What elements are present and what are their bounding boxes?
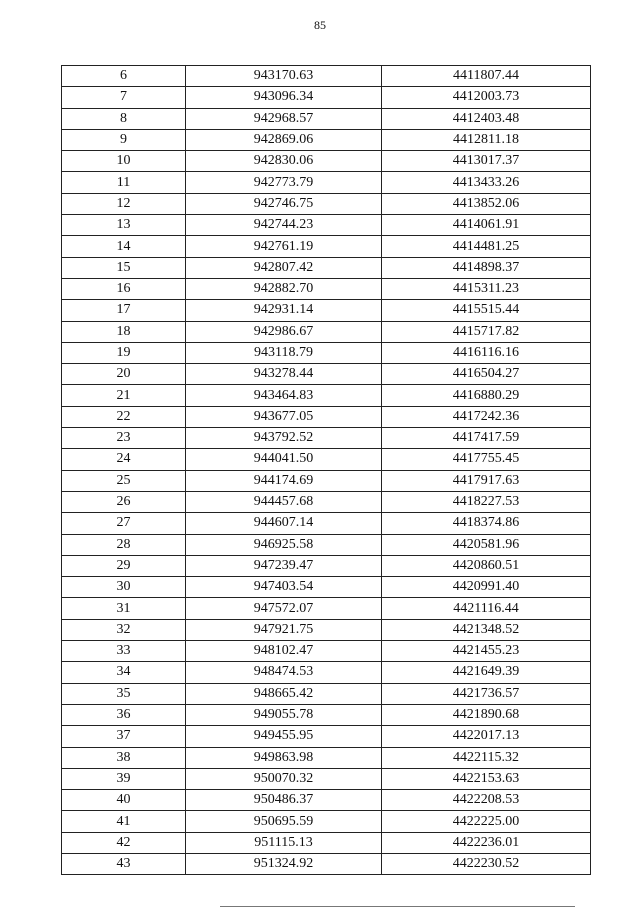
y-coordinate-cell: 4422230.52 — [382, 853, 591, 874]
point-number-cell: 7 — [62, 87, 186, 108]
x-coordinate-cell: 942807.42 — [186, 257, 382, 278]
y-coordinate-cell: 4417417.59 — [382, 428, 591, 449]
x-coordinate-cell: 949455.95 — [186, 726, 382, 747]
y-coordinate-cell: 4422017.13 — [382, 726, 591, 747]
x-coordinate-cell: 943170.63 — [186, 66, 382, 87]
x-coordinate-cell: 948102.47 — [186, 641, 382, 662]
point-number-cell: 24 — [62, 449, 186, 470]
table-row — [62, 342, 591, 363]
x-coordinate-cell: 942882.70 — [186, 278, 382, 299]
point-number-cell: 14 — [62, 236, 186, 257]
y-coordinate-cell: 4414898.37 — [382, 257, 591, 278]
point-number-cell: 32 — [62, 619, 186, 640]
point-number-cell: 31 — [62, 598, 186, 619]
table-row — [62, 641, 591, 662]
x-coordinate-cell: 951324.92 — [186, 853, 382, 874]
y-coordinate-cell: 4414481.25 — [382, 236, 591, 257]
y-coordinate-cell: 4416504.27 — [382, 364, 591, 385]
x-coordinate-cell: 944607.14 — [186, 513, 382, 534]
x-coordinate-cell: 948665.42 — [186, 683, 382, 704]
table-row — [62, 491, 591, 512]
x-coordinate-cell: 942746.75 — [186, 193, 382, 214]
point-number-cell: 11 — [62, 172, 186, 193]
y-coordinate-cell: 4414061.91 — [382, 215, 591, 236]
x-coordinate-cell: 942744.23 — [186, 215, 382, 236]
x-coordinate-cell: 943096.34 — [186, 87, 382, 108]
x-coordinate-cell: 942773.79 — [186, 172, 382, 193]
table-row — [62, 513, 591, 534]
table-row — [62, 278, 591, 299]
x-coordinate-cell: 942986.67 — [186, 321, 382, 342]
table-row — [62, 257, 591, 278]
x-coordinate-cell: 949055.78 — [186, 704, 382, 725]
y-coordinate-cell: 4421116.44 — [382, 598, 591, 619]
x-coordinate-cell: 943118.79 — [186, 342, 382, 363]
table-row — [62, 321, 591, 342]
point-number-cell: 37 — [62, 726, 186, 747]
y-coordinate-cell: 4418227.53 — [382, 491, 591, 512]
y-coordinate-cell: 4420991.40 — [382, 577, 591, 598]
y-coordinate-cell: 4413017.37 — [382, 151, 591, 172]
y-coordinate-cell: 4413433.26 — [382, 172, 591, 193]
y-coordinate-cell: 4417755.45 — [382, 449, 591, 470]
x-coordinate-cell: 947572.07 — [186, 598, 382, 619]
y-coordinate-cell: 4418374.86 — [382, 513, 591, 534]
x-coordinate-cell: 947403.54 — [186, 577, 382, 598]
table-row — [62, 87, 591, 108]
y-coordinate-cell: 4412003.73 — [382, 87, 591, 108]
table-row — [62, 853, 591, 874]
table-row — [62, 193, 591, 214]
y-coordinate-cell: 4422115.32 — [382, 747, 591, 768]
point-number-cell: 6 — [62, 66, 186, 87]
table-row — [62, 726, 591, 747]
point-number-cell: 28 — [62, 534, 186, 555]
table-row — [62, 172, 591, 193]
y-coordinate-cell: 4422236.01 — [382, 832, 591, 853]
y-coordinate-cell: 4421736.57 — [382, 683, 591, 704]
point-number-cell: 10 — [62, 151, 186, 172]
x-coordinate-cell: 947239.47 — [186, 555, 382, 576]
y-coordinate-cell: 4422225.00 — [382, 811, 591, 832]
x-coordinate-cell: 948474.53 — [186, 662, 382, 683]
point-number-cell: 17 — [62, 300, 186, 321]
point-number-cell: 43 — [62, 853, 186, 874]
y-coordinate-cell: 4417242.36 — [382, 406, 591, 427]
table-row — [62, 385, 591, 406]
x-coordinate-cell: 942968.57 — [186, 108, 382, 129]
table-row — [62, 66, 591, 87]
x-coordinate-cell: 944457.68 — [186, 491, 382, 512]
point-number-cell: 12 — [62, 193, 186, 214]
x-coordinate-cell: 951115.13 — [186, 832, 382, 853]
point-number-cell: 26 — [62, 491, 186, 512]
bottom-rule — [220, 906, 575, 907]
x-coordinate-cell: 942761.19 — [186, 236, 382, 257]
table-row — [62, 811, 591, 832]
table-row — [62, 406, 591, 427]
point-number-cell: 29 — [62, 555, 186, 576]
point-number-cell: 41 — [62, 811, 186, 832]
table-row — [62, 534, 591, 555]
y-coordinate-cell: 4421890.68 — [382, 704, 591, 725]
x-coordinate-cell: 942869.06 — [186, 129, 382, 150]
table-row — [62, 428, 591, 449]
point-number-cell: 35 — [62, 683, 186, 704]
table-row — [62, 619, 591, 640]
y-coordinate-cell: 4412811.18 — [382, 129, 591, 150]
point-number-cell: 27 — [62, 513, 186, 534]
y-coordinate-cell: 4412403.48 — [382, 108, 591, 129]
table-row — [62, 768, 591, 789]
y-coordinate-cell: 4421455.23 — [382, 641, 591, 662]
y-coordinate-cell: 4421649.39 — [382, 662, 591, 683]
coordinates-table — [61, 65, 591, 875]
y-coordinate-cell: 4415717.82 — [382, 321, 591, 342]
y-coordinate-cell: 4417917.63 — [382, 470, 591, 491]
table-row — [62, 555, 591, 576]
table-row — [62, 790, 591, 811]
y-coordinate-cell: 4415311.23 — [382, 278, 591, 299]
x-coordinate-cell: 950486.37 — [186, 790, 382, 811]
point-number-cell: 33 — [62, 641, 186, 662]
point-number-cell: 18 — [62, 321, 186, 342]
x-coordinate-cell: 943677.05 — [186, 406, 382, 427]
point-number-cell: 20 — [62, 364, 186, 385]
y-coordinate-cell: 4411807.44 — [382, 66, 591, 87]
x-coordinate-cell: 950070.32 — [186, 768, 382, 789]
x-coordinate-cell: 942830.06 — [186, 151, 382, 172]
coordinates-table-body — [62, 66, 591, 875]
point-number-cell: 36 — [62, 704, 186, 725]
table-row — [62, 364, 591, 385]
x-coordinate-cell: 944174.69 — [186, 470, 382, 491]
x-coordinate-cell: 943792.52 — [186, 428, 382, 449]
point-number-cell: 30 — [62, 577, 186, 598]
table-row — [62, 662, 591, 683]
table-row — [62, 577, 591, 598]
y-coordinate-cell: 4422153.63 — [382, 768, 591, 789]
point-number-cell: 13 — [62, 215, 186, 236]
table-row — [62, 151, 591, 172]
point-number-cell: 42 — [62, 832, 186, 853]
table-row — [62, 598, 591, 619]
point-number-cell: 8 — [62, 108, 186, 129]
point-number-cell: 40 — [62, 790, 186, 811]
table-row — [62, 300, 591, 321]
x-coordinate-cell: 946925.58 — [186, 534, 382, 555]
y-coordinate-cell: 4416116.16 — [382, 342, 591, 363]
table-row — [62, 129, 591, 150]
x-coordinate-cell: 950695.59 — [186, 811, 382, 832]
x-coordinate-cell: 949863.98 — [186, 747, 382, 768]
y-coordinate-cell: 4421348.52 — [382, 619, 591, 640]
table-row — [62, 236, 591, 257]
point-number-cell: 22 — [62, 406, 186, 427]
table-row — [62, 470, 591, 491]
point-number-cell: 16 — [62, 278, 186, 299]
y-coordinate-cell: 4420581.96 — [382, 534, 591, 555]
table-row — [62, 683, 591, 704]
table-row — [62, 832, 591, 853]
point-number-cell: 23 — [62, 428, 186, 449]
point-number-cell: 39 — [62, 768, 186, 789]
table-row — [62, 108, 591, 129]
x-coordinate-cell: 943464.83 — [186, 385, 382, 406]
point-number-cell: 25 — [62, 470, 186, 491]
x-coordinate-cell: 943278.44 — [186, 364, 382, 385]
y-coordinate-cell: 4416880.29 — [382, 385, 591, 406]
point-number-cell: 15 — [62, 257, 186, 278]
x-coordinate-cell: 947921.75 — [186, 619, 382, 640]
table-row — [62, 215, 591, 236]
point-number-cell: 9 — [62, 129, 186, 150]
point-number-cell: 34 — [62, 662, 186, 683]
y-coordinate-cell: 4413852.06 — [382, 193, 591, 214]
x-coordinate-cell: 942931.14 — [186, 300, 382, 321]
page-number: 85 — [314, 18, 326, 32]
table-row — [62, 704, 591, 725]
x-coordinate-cell: 944041.50 — [186, 449, 382, 470]
point-number-cell: 38 — [62, 747, 186, 768]
table-row — [62, 747, 591, 768]
point-number-cell: 19 — [62, 342, 186, 363]
y-coordinate-cell: 4415515.44 — [382, 300, 591, 321]
table-row — [62, 449, 591, 470]
y-coordinate-cell: 4420860.51 — [382, 555, 591, 576]
point-number-cell: 21 — [62, 385, 186, 406]
y-coordinate-cell: 4422208.53 — [382, 790, 591, 811]
